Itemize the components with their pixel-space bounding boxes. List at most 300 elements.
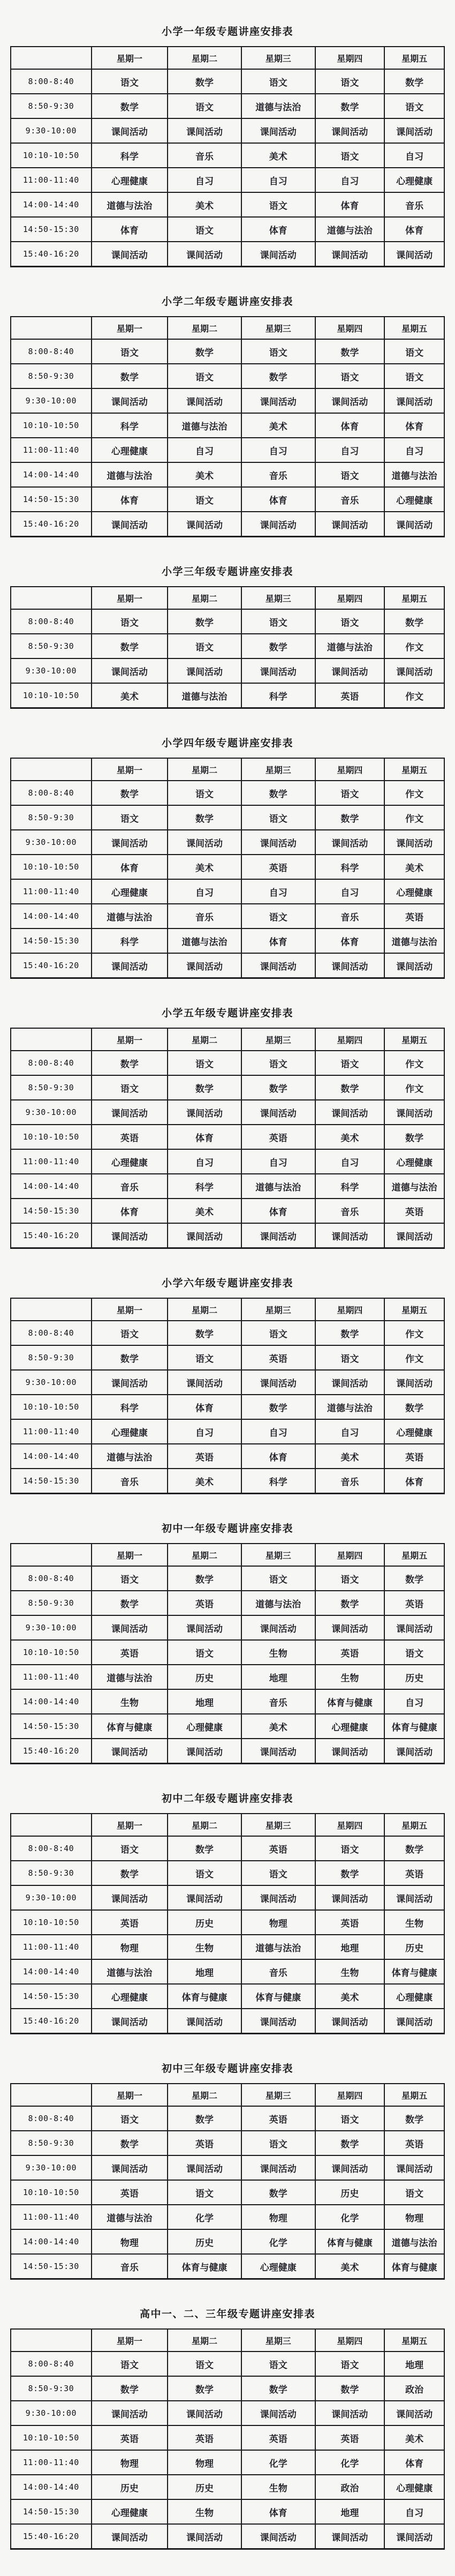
subject-cell: 道德与法治 bbox=[241, 94, 315, 118]
subject-cell: 课间活动 bbox=[241, 953, 315, 978]
table-title: 小学二年级专题讲座安排表 bbox=[161, 296, 293, 308]
subject-cell: 课间活动 bbox=[315, 2155, 385, 2180]
subject-cell: 化学 bbox=[241, 2229, 315, 2254]
subject-cell: 课间活动 bbox=[241, 830, 315, 855]
subject-cell: 课间活动 bbox=[168, 1739, 241, 1764]
subject-cell: 课间活动 bbox=[168, 953, 241, 978]
subject-cell: 数学 bbox=[92, 1591, 168, 1615]
subject-cell: 课间活动 bbox=[315, 2009, 385, 2034]
day-header: 星期四 bbox=[315, 1814, 385, 1836]
day-header: 星期二 bbox=[168, 2329, 241, 2352]
subject-cell: 课间活动 bbox=[315, 2401, 385, 2425]
table-title: 小学五年级专题讲座安排表 bbox=[161, 1008, 293, 1019]
time-cell: 14:00-14:40 bbox=[11, 904, 92, 928]
header-row bbox=[11, 1298, 444, 1321]
subject-cell: 科学 bbox=[241, 683, 315, 708]
subject-cell: 道德与法治 bbox=[92, 1959, 168, 1984]
table-row bbox=[11, 242, 444, 267]
subject-cell: 课间活动 bbox=[315, 118, 385, 143]
day-header: 星期二 bbox=[168, 1544, 241, 1566]
subject-cell: 心理健康 bbox=[384, 1149, 444, 1174]
subject-cell: 语文 bbox=[92, 339, 168, 364]
subject-cell: 音乐 bbox=[92, 1469, 168, 1494]
timetable-section bbox=[0, 2306, 455, 2550]
time-cell: 8:00-8:40 bbox=[11, 2106, 92, 2131]
table-row bbox=[11, 2131, 444, 2155]
table-row bbox=[11, 217, 444, 242]
subject-cell: 课间活动 bbox=[241, 1885, 315, 1910]
subject-cell: 语文 bbox=[315, 364, 385, 388]
subject-cell: 政治 bbox=[315, 2475, 385, 2499]
subject-cell: 道德与法治 bbox=[241, 1935, 315, 1959]
subject-cell: 体育 bbox=[92, 855, 168, 879]
subject-cell: 课间活动 bbox=[168, 1615, 241, 1640]
subject-cell: 数学 bbox=[315, 1321, 385, 1345]
subject-cell: 课间活动 bbox=[168, 512, 241, 537]
time-cell: 9:30-10:00 bbox=[11, 2155, 92, 2180]
table-title: 初中一年级专题讲座安排表 bbox=[161, 1523, 293, 1534]
time-cell: 14:00-14:40 bbox=[11, 462, 92, 487]
subject-cell: 道德与法治 bbox=[92, 2205, 168, 2229]
time-cell: 14:00-14:40 bbox=[11, 1444, 92, 1469]
subject-cell: 物理 bbox=[92, 1935, 168, 1959]
subject-cell: 心理健康 bbox=[92, 1419, 168, 1444]
subject-cell: 课间活动 bbox=[241, 2155, 315, 2180]
time-cell: 8:50-9:30 bbox=[11, 1345, 92, 1370]
subject-cell: 语文 bbox=[168, 2352, 241, 2376]
time-cell: 8:00-8:40 bbox=[11, 781, 92, 805]
subject-cell: 数学 bbox=[384, 609, 444, 634]
timetable-section bbox=[0, 1521, 455, 1764]
subject-cell: 语文 bbox=[384, 339, 444, 364]
subject-cell: 道德与法治 bbox=[168, 928, 241, 953]
subject-cell: 数学 bbox=[168, 805, 241, 830]
time-cell: 9:30-10:00 bbox=[11, 388, 92, 413]
table-row bbox=[11, 2009, 444, 2034]
time-cell: 9:30-10:00 bbox=[11, 658, 92, 683]
subject-cell: 语文 bbox=[168, 1861, 241, 1885]
subject-cell: 课间活动 bbox=[92, 658, 168, 683]
subject-cell: 语文 bbox=[315, 781, 385, 805]
subject-cell: 道德与法治 bbox=[241, 1591, 315, 1615]
subject-cell: 课间活动 bbox=[384, 2009, 444, 2034]
header-row bbox=[11, 47, 444, 69]
subject-cell: 英语 bbox=[241, 855, 315, 879]
subject-cell: 数学 bbox=[384, 1566, 444, 1591]
subject-cell: 英语 bbox=[168, 2425, 241, 2450]
day-header: 星期五 bbox=[384, 2329, 444, 2352]
subject-cell: 自习 bbox=[168, 438, 241, 462]
subject-cell: 课间活动 bbox=[168, 242, 241, 267]
subject-cell: 心理健康 bbox=[384, 1984, 444, 2009]
day-header: 星期四 bbox=[315, 587, 385, 609]
table-row bbox=[11, 2524, 444, 2549]
day-header: 星期三 bbox=[241, 1814, 315, 1836]
subject-cell: 数学 bbox=[92, 634, 168, 658]
day-header: 星期三 bbox=[241, 1298, 315, 1321]
timetable bbox=[10, 1543, 445, 1764]
subject-cell: 课间活动 bbox=[384, 1370, 444, 1395]
corner-cell bbox=[11, 2084, 92, 2106]
subject-cell: 数学 bbox=[168, 1321, 241, 1345]
subject-cell: 道德与法治 bbox=[384, 2229, 444, 2254]
time-cell: 8:50-9:30 bbox=[11, 1075, 92, 1100]
table-row bbox=[11, 1444, 444, 1469]
table-title: 小学四年级专题讲座安排表 bbox=[161, 738, 293, 749]
subject-cell: 物理 bbox=[92, 2229, 168, 2254]
subject-cell: 历史 bbox=[384, 1935, 444, 1959]
subject-cell: 化学 bbox=[168, 2205, 241, 2229]
table-row bbox=[11, 928, 444, 953]
table-row bbox=[11, 2401, 444, 2425]
subject-cell: 体育 bbox=[241, 1444, 315, 1469]
table-row bbox=[11, 1075, 444, 1100]
time-cell: 14:50-15:30 bbox=[11, 2254, 92, 2279]
subject-cell: 美术 bbox=[168, 1469, 241, 1494]
day-header: 星期二 bbox=[168, 1298, 241, 1321]
day-header: 星期四 bbox=[315, 1028, 385, 1051]
day-header: 星期三 bbox=[241, 587, 315, 609]
subject-cell: 地理 bbox=[315, 1935, 385, 1959]
subject-cell: 心理健康 bbox=[92, 2499, 168, 2524]
time-cell: 11:00-11:40 bbox=[11, 438, 92, 462]
table-row bbox=[11, 388, 444, 413]
subject-cell: 课间活动 bbox=[315, 1100, 385, 1125]
subject-cell: 科学 bbox=[315, 855, 385, 879]
day-header: 星期五 bbox=[384, 1028, 444, 1051]
time-cell: 8:00-8:40 bbox=[11, 1051, 92, 1075]
subject-cell: 数学 bbox=[241, 364, 315, 388]
subject-cell: 课间活动 bbox=[168, 1370, 241, 1395]
subject-cell: 课间活动 bbox=[168, 2401, 241, 2425]
time-cell: 9:30-10:00 bbox=[11, 830, 92, 855]
subject-cell: 数学 bbox=[315, 2131, 385, 2155]
table-row bbox=[11, 118, 444, 143]
day-header: 星期一 bbox=[92, 317, 168, 339]
subject-cell: 课间活动 bbox=[384, 1885, 444, 1910]
subject-cell: 自习 bbox=[315, 1419, 385, 1444]
subject-cell: 音乐 bbox=[315, 904, 385, 928]
subject-cell: 音乐 bbox=[92, 2254, 168, 2279]
subject-cell: 数学 bbox=[168, 609, 241, 634]
table-row bbox=[11, 1615, 444, 1640]
subject-cell: 英语 bbox=[241, 1836, 315, 1861]
subject-cell: 科学 bbox=[92, 143, 168, 168]
table-row bbox=[11, 1345, 444, 1370]
subject-cell: 道德与法治 bbox=[168, 683, 241, 708]
subject-cell: 课间活动 bbox=[92, 1739, 168, 1764]
table-row bbox=[11, 1910, 444, 1935]
subject-cell: 语文 bbox=[315, 143, 385, 168]
subject-cell: 自习 bbox=[168, 879, 241, 904]
time-cell: 8:00-8:40 bbox=[11, 1836, 92, 1861]
subject-cell: 课间活动 bbox=[384, 242, 444, 267]
time-cell: 14:50-15:30 bbox=[11, 1714, 92, 1739]
subject-cell: 课间活动 bbox=[384, 658, 444, 683]
corner-cell bbox=[11, 47, 92, 69]
subject-cell: 科学 bbox=[92, 928, 168, 953]
corner-cell bbox=[11, 2329, 92, 2352]
day-header: 星期五 bbox=[384, 758, 444, 781]
time-cell: 8:00-8:40 bbox=[11, 69, 92, 94]
subject-cell: 体育 bbox=[92, 217, 168, 242]
subject-cell: 自习 bbox=[241, 879, 315, 904]
subject-cell: 化学 bbox=[241, 2450, 315, 2475]
time-cell: 8:00-8:40 bbox=[11, 339, 92, 364]
table-row bbox=[11, 2475, 444, 2499]
day-header: 星期四 bbox=[315, 758, 385, 781]
subject-cell: 数学 bbox=[315, 1591, 385, 1615]
subject-cell: 音乐 bbox=[315, 1199, 385, 1223]
timetable bbox=[10, 2083, 445, 2280]
subject-cell: 语文 bbox=[168, 2180, 241, 2205]
table-row bbox=[11, 1199, 444, 1223]
day-header: 星期四 bbox=[315, 1298, 385, 1321]
time-cell: 10:10-10:50 bbox=[11, 413, 92, 438]
timetable-section bbox=[0, 1005, 455, 1249]
subject-cell: 课间活动 bbox=[315, 242, 385, 267]
subject-cell: 数学 bbox=[384, 1125, 444, 1149]
day-header: 星期五 bbox=[384, 47, 444, 69]
subject-cell: 美术 bbox=[384, 855, 444, 879]
table-row bbox=[11, 1125, 444, 1149]
table-row bbox=[11, 1714, 444, 1739]
subject-cell: 自习 bbox=[384, 438, 444, 462]
table-row bbox=[11, 805, 444, 830]
subject-cell: 地理 bbox=[168, 1689, 241, 1714]
subject-cell: 自习 bbox=[168, 168, 241, 192]
subject-cell: 道德与法治 bbox=[92, 1665, 168, 1689]
subject-cell: 课间活动 bbox=[168, 658, 241, 683]
subject-cell: 自习 bbox=[241, 1149, 315, 1174]
day-header: 星期一 bbox=[92, 2084, 168, 2106]
subject-cell: 课间活动 bbox=[92, 242, 168, 267]
subject-cell: 体育 bbox=[315, 928, 385, 953]
subject-cell: 物理 bbox=[384, 2205, 444, 2229]
subject-cell: 道德与法治 bbox=[384, 1174, 444, 1199]
table-row bbox=[11, 879, 444, 904]
subject-cell: 体育 bbox=[241, 928, 315, 953]
subject-cell: 道德与法治 bbox=[384, 462, 444, 487]
subject-cell: 数学 bbox=[315, 339, 385, 364]
subject-cell: 道德与法治 bbox=[168, 413, 241, 438]
table-row bbox=[11, 1984, 444, 2009]
subject-cell: 自习 bbox=[241, 438, 315, 462]
subject-cell: 心理健康 bbox=[384, 1419, 444, 1444]
timetable bbox=[10, 2328, 445, 2550]
subject-cell: 体育 bbox=[241, 1199, 315, 1223]
subject-cell: 课间活动 bbox=[92, 1885, 168, 1910]
subject-cell: 课间活动 bbox=[92, 1615, 168, 1640]
subject-cell: 数学 bbox=[92, 1345, 168, 1370]
day-header: 星期三 bbox=[241, 1544, 315, 1566]
subject-cell: 作文 bbox=[384, 1075, 444, 1100]
subject-cell: 课间活动 bbox=[92, 388, 168, 413]
subject-cell: 数学 bbox=[92, 2131, 168, 2155]
subject-cell: 体育与健康 bbox=[384, 2254, 444, 2279]
subject-cell: 数学 bbox=[315, 805, 385, 830]
subject-cell: 数学 bbox=[315, 94, 385, 118]
subject-cell: 课间活动 bbox=[384, 1223, 444, 1248]
subject-cell: 体育 bbox=[241, 217, 315, 242]
subject-cell: 地理 bbox=[241, 1665, 315, 1689]
timetable bbox=[10, 1298, 445, 1494]
subject-cell: 体育 bbox=[315, 413, 385, 438]
day-header: 星期二 bbox=[168, 2084, 241, 2106]
subject-cell: 课间活动 bbox=[315, 1885, 385, 1910]
table-row bbox=[11, 2229, 444, 2254]
table-row bbox=[11, 2450, 444, 2475]
table-row bbox=[11, 1051, 444, 1075]
header-row bbox=[11, 1028, 444, 1051]
subject-cell: 英语 bbox=[241, 2425, 315, 2450]
subject-cell: 音乐 bbox=[241, 1689, 315, 1714]
subject-cell: 课间活动 bbox=[92, 512, 168, 537]
day-header: 星期二 bbox=[168, 758, 241, 781]
time-cell: 11:00-11:40 bbox=[11, 1665, 92, 1689]
time-cell: 15:40-16:20 bbox=[11, 2009, 92, 2034]
subject-cell: 历史 bbox=[315, 2180, 385, 2205]
subject-cell: 课间活动 bbox=[241, 242, 315, 267]
subject-cell: 美术 bbox=[168, 462, 241, 487]
subject-cell: 体育与健康 bbox=[315, 1689, 385, 1714]
subject-cell: 课间活动 bbox=[315, 1370, 385, 1395]
subject-cell: 语文 bbox=[241, 339, 315, 364]
subject-cell: 课间活动 bbox=[315, 830, 385, 855]
table-row bbox=[11, 1591, 444, 1615]
day-header: 星期三 bbox=[241, 47, 315, 69]
subject-cell: 美术 bbox=[241, 143, 315, 168]
day-header: 星期三 bbox=[241, 317, 315, 339]
subject-cell: 音乐 bbox=[168, 904, 241, 928]
subject-cell: 美术 bbox=[241, 413, 315, 438]
subject-cell: 语文 bbox=[241, 192, 315, 217]
time-cell: 8:00-8:40 bbox=[11, 1566, 92, 1591]
subject-cell: 科学 bbox=[92, 1395, 168, 1419]
time-cell: 15:40-16:20 bbox=[11, 953, 92, 978]
table-row bbox=[11, 364, 444, 388]
subject-cell: 道德与法治 bbox=[241, 1174, 315, 1199]
time-cell: 15:40-16:20 bbox=[11, 2524, 92, 2549]
subject-cell: 语文 bbox=[92, 2352, 168, 2376]
subject-cell: 数学 bbox=[384, 1395, 444, 1419]
time-cell: 14:50-15:30 bbox=[11, 217, 92, 242]
subject-cell: 语文 bbox=[92, 1075, 168, 1100]
time-cell: 8:50-9:30 bbox=[11, 94, 92, 118]
subject-cell: 语文 bbox=[315, 1051, 385, 1075]
time-cell: 8:00-8:40 bbox=[11, 609, 92, 634]
subject-cell: 音乐 bbox=[241, 1959, 315, 1984]
subject-cell: 语文 bbox=[384, 364, 444, 388]
table-row bbox=[11, 683, 444, 708]
subject-cell: 生物 bbox=[168, 1935, 241, 1959]
day-header: 星期二 bbox=[168, 587, 241, 609]
subject-cell: 音乐 bbox=[315, 487, 385, 512]
day-header: 星期三 bbox=[241, 1028, 315, 1051]
subject-cell: 语文 bbox=[168, 217, 241, 242]
time-cell: 14:50-15:30 bbox=[11, 487, 92, 512]
subject-cell: 体育与健康 bbox=[168, 1984, 241, 2009]
subject-cell: 语文 bbox=[241, 1051, 315, 1075]
subject-cell: 物理 bbox=[241, 1910, 315, 1935]
corner-cell bbox=[11, 1028, 92, 1051]
day-header: 星期二 bbox=[168, 1814, 241, 1836]
subject-cell: 道德与法治 bbox=[92, 1444, 168, 1469]
subject-cell: 美术 bbox=[241, 1714, 315, 1739]
subject-cell: 体育与健康 bbox=[315, 2229, 385, 2254]
subject-cell: 数学 bbox=[92, 2376, 168, 2401]
subject-cell: 语文 bbox=[168, 1051, 241, 1075]
subject-cell: 音乐 bbox=[92, 1174, 168, 1199]
day-header: 星期四 bbox=[315, 317, 385, 339]
subject-cell: 自习 bbox=[384, 2499, 444, 2524]
subject-cell: 体育与健康 bbox=[92, 1714, 168, 1739]
table-title: 小学三年级专题讲座安排表 bbox=[161, 566, 293, 578]
day-header: 星期三 bbox=[241, 758, 315, 781]
table-row bbox=[11, 855, 444, 879]
corner-cell bbox=[11, 758, 92, 781]
subject-cell: 自习 bbox=[241, 168, 315, 192]
subject-cell: 作文 bbox=[384, 1321, 444, 1345]
header-row bbox=[11, 2329, 444, 2352]
subject-cell: 课间活动 bbox=[168, 1223, 241, 1248]
table-row bbox=[11, 1174, 444, 1199]
day-header: 星期三 bbox=[241, 2329, 315, 2352]
day-header: 星期一 bbox=[92, 1544, 168, 1566]
subject-cell: 科学 bbox=[92, 413, 168, 438]
subject-cell: 语文 bbox=[315, 69, 385, 94]
subject-cell: 课间活动 bbox=[384, 2155, 444, 2180]
subject-cell: 课间活动 bbox=[315, 658, 385, 683]
subject-cell: 课间活动 bbox=[241, 658, 315, 683]
subject-cell: 道德与法治 bbox=[315, 1395, 385, 1419]
subject-cell: 心理健康 bbox=[315, 1714, 385, 1739]
table-row bbox=[11, 2155, 444, 2180]
subject-cell: 英语 bbox=[315, 2425, 385, 2450]
table-row bbox=[11, 2180, 444, 2205]
subject-cell: 心理健康 bbox=[384, 2475, 444, 2499]
table-row bbox=[11, 1321, 444, 1345]
table-row bbox=[11, 2352, 444, 2376]
header-row bbox=[11, 758, 444, 781]
table-row bbox=[11, 634, 444, 658]
time-cell: 8:50-9:30 bbox=[11, 634, 92, 658]
subject-cell: 美术 bbox=[168, 1199, 241, 1223]
subject-cell: 音乐 bbox=[168, 143, 241, 168]
subject-cell: 英语 bbox=[384, 1861, 444, 1885]
table-row bbox=[11, 1836, 444, 1861]
time-cell: 14:00-14:40 bbox=[11, 192, 92, 217]
table-row bbox=[11, 1861, 444, 1885]
subject-cell: 自习 bbox=[384, 1689, 444, 1714]
subject-cell: 美术 bbox=[315, 1444, 385, 1469]
time-cell: 10:10-10:50 bbox=[11, 2180, 92, 2205]
subject-cell: 数学 bbox=[241, 2180, 315, 2205]
day-header: 星期四 bbox=[315, 2329, 385, 2352]
subject-cell: 课间活动 bbox=[384, 388, 444, 413]
subject-cell: 道德与法治 bbox=[384, 928, 444, 953]
table-row bbox=[11, 69, 444, 94]
subject-cell: 课间活动 bbox=[384, 1100, 444, 1125]
day-header: 星期二 bbox=[168, 1028, 241, 1051]
table-row bbox=[11, 2499, 444, 2524]
subject-cell: 语文 bbox=[315, 2106, 385, 2131]
subject-cell: 数学 bbox=[241, 781, 315, 805]
table-row bbox=[11, 781, 444, 805]
timetable bbox=[10, 1028, 445, 1249]
table-row bbox=[11, 2254, 444, 2279]
subject-cell: 生物 bbox=[315, 1959, 385, 1984]
